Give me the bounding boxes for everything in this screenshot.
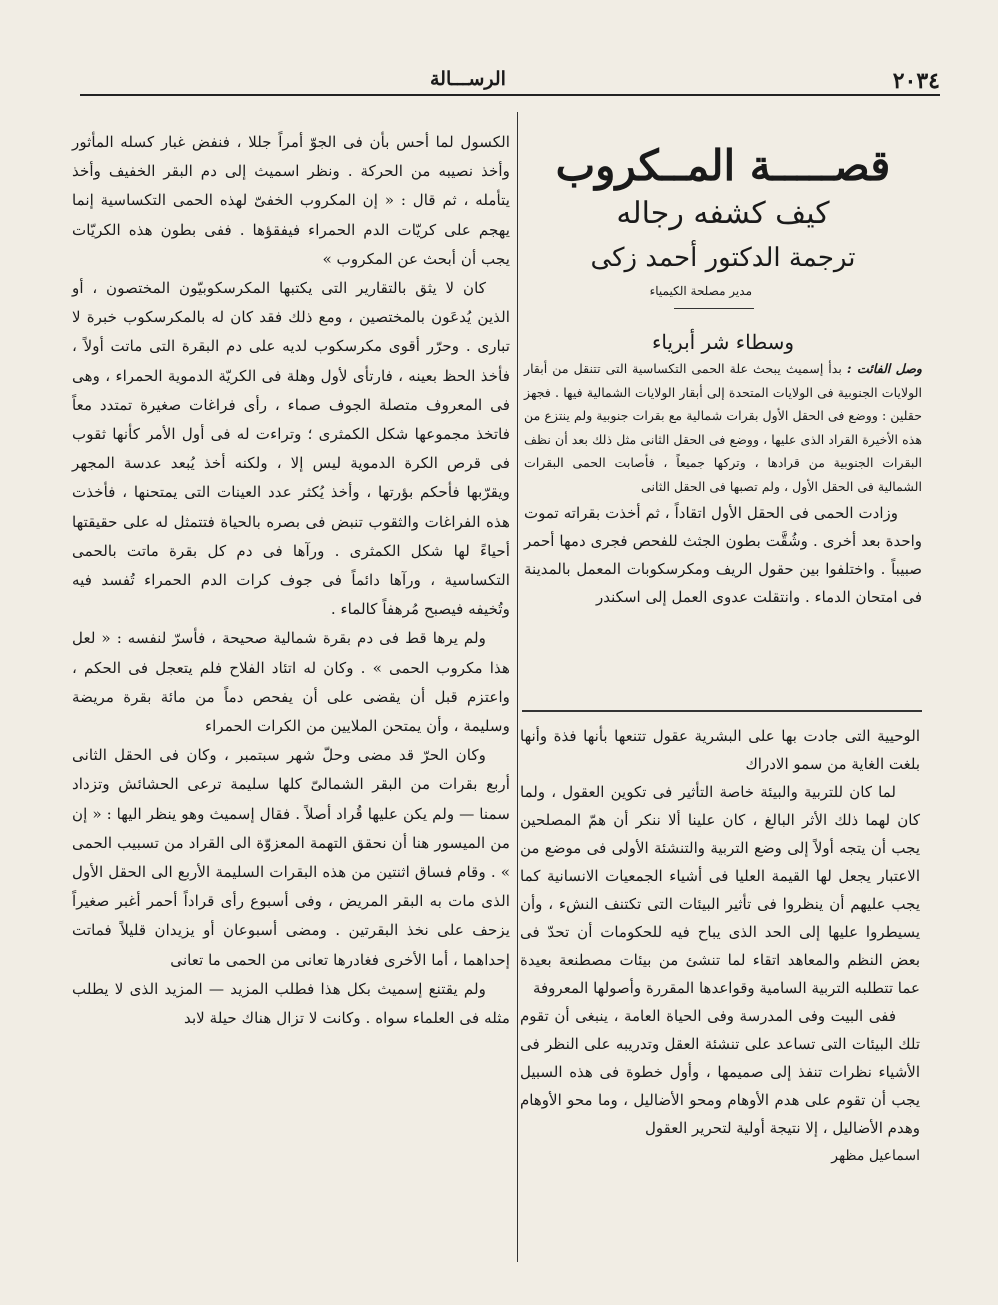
right-paragraph: وزادت الحمى فى الحقل الأول اتقاداً ، ثم أخذت بقراته تموت واحدة بعد أخرى . وشُقَّت بطون الجثث للفحص فجرى دمها أحمر صبيباً . واختلفوا بين حقول الريف ومكرسكوبات المعمل بالمدينة فى امتحان الدماء . وانتقلت عدوى العمل إلى اسكندر [524, 503, 922, 606]
summary-label: وصل الفائت : [846, 361, 922, 376]
essay-paragraph-3: ففى البيت وفى المدرسة وفى الحياة العامة ، ينبغى أن تقوم تلك البيئات التى تساعد على تنشئة العقل وتدريبه على النظر فى الأشياء نظرات تنفذ إلى صميمها ، وأول خطوة فى هذه السبيل يجب أن تقوم على هدم الأوهام ومحو الأضاليل ، وما محو الأوهام وهدم الأضاليل ، إلا نتيجة أولية لتحرير العقول [520, 1007, 920, 1137]
previous-summary [524, 357, 922, 499]
article-separator [522, 710, 922, 712]
left-paragraph-2: كان لا يثق بالتقارير التى يكتبها المكرسكوبيّون المختصون ، أو الذين يُدعَون بالمختصين ، ومع ذلك فقد كان له بالمكرسكوب خبرة لا تبارى . وحرّر أقوى مكرسكوب لديه على دم البقرة التى ماتت أولاً ، فأخذ الحظ بعينه ، فارتأى لأول وهلة فى الكريّة الدموية الحمراء ، وهى فى المعروف متصلة الجوف صماء ، رأى فراغات صغيرة تمتدد معاً فاتخذ مجموعها شكل الكمثرى ؛ وتراءت له فى أول الأمر كأنها ثقوب فى قرص الكرة الدموية ليس إلا ، ولكنه أخذ يُبعد عدسة المجهر ويقرّبها فأحكم بؤرتها ، وأخذ يُكثر عدد العينات التى يمتحنها ، فأخذت هذه الفراغات والثقوب تنبض فى بصره بالحياة فتتمثل له على حقيقتها أحياءً لها شكل الكمثرى . ورآها فى دم كل بقرة ماتت بالحمى التكساسية ، ورآها دائماً فى جوف كرات الدم الحمراء تُفسد فيه وتُخيفه فيصبح مُرهفاً كالماء . [72, 279, 510, 619]
translator-byline: ترجمة الدكتور أحمد زكى [590, 243, 856, 273]
left-paragraph-1: الكسول لما أحس بأن فى الجوّ أمراً جللا ، فنفض غبار كسله المأثور وأخذ نصيبه من الحركة . ونظر اسميث إلى دم البقر الخفيف وأخذ يتأمله ، ثم قال : « إن المكروب الخفىّ لهذه الحمى التكساسية إنما يهجم على كريّات الدم الحمراء فيفقؤها . ففى بطون هذه الكريّات يجب أن أبحث عن المكروب » [72, 133, 510, 268]
essay-paragraph-2: لما كان للتربية والبيئة خاصة التأثير فى تكوين العقول ، ولما كان لهما ذلك الأثر البالغ ، كان علينا ألا ننكر أن همّ المصلحين يجب أن يتجه أولاً إلى وضع التربية والتنشئة الأولى فى موضع من الاعتبار يجعل لها القيمة العليا فى أشياء الجمعيات الانسانية كما يجب عليهم أن ينظروا فى تأثير البيئات التى تكتنف النشء ، وأن يسيطروا عليها إلى الحد الذى يباح فيه للحكومات أن تحدّ فى بعض النظم والمعاهد اتقاء لما تنشئ من بيئات مصطنعة بعيدة عما تتطلبه التربية السامية وقواعدها المقررة وأصولها المعروفة [520, 783, 920, 997]
column-divider [517, 112, 518, 1262]
magazine-title: الرســـالة [430, 68, 506, 90]
short-divider [674, 308, 754, 309]
article-subtitle: كيف كشفه رجاله [616, 196, 830, 231]
article-title: قصـــــة المــكروب [555, 141, 891, 190]
page-header [80, 62, 940, 96]
page-number: ٢٠٣٤ [892, 68, 940, 94]
translator-role: مدير مصلحة الكيمياء [649, 284, 752, 298]
left-paragraph-5: ولم يقتنع إسميث بكل هذا فطلب المزيد — المزيد الذى لا يطلب مثله فى العلماء سواه . وكانت لا تزال هناك حيلة لابد [72, 979, 510, 1028]
section-title: وسطاء شر أبرياء [651, 330, 795, 354]
header-rule [80, 94, 940, 96]
essay-paragraph-1: الوحيية التى جادت بها على البشرية عقول تتنعها بأنها فذة وأنها بلغت الغاية من سمو الادراك [520, 727, 920, 773]
essay-column [520, 722, 920, 1252]
summary-text: بدأ إسميث يبحث علة الحمى التكساسية التى تتنقل من أبقار الولايات الجنوبية فى الولايات المتحدة إلى أبقار الولايات الشمالية فيها . فجهز حقلين : ووضع فى الحقل الأول بقرات شمالية مع بقرات جنوبية ولم ينتزع من هذه الأخيرة القراد الذى عليها ، ووضع فى الحقل الثانى مثل ذلك بعد أن نظف البقرات الجنوبية من قرادها ، وتركها جميعاً ، فأصابت الحمى البقرات الشمالية فى الحقل الأول ، ولم تصبها فى الحقل الثانى [524, 361, 922, 494]
left-column [72, 128, 510, 1246]
article-header-column [524, 140, 922, 690]
author-signature: اسماعيل مظهر [831, 1148, 920, 1164]
left-paragraph-3: ولم يرها قط فى دم بقرة شمالية صحيحة ، فأسرّ لنفسه : « لعل هذا مكروب الحمى » . وكان له اتئاد الفلاح فلم يتعجل فى الحكم ، واعتزم قبل أن يقضى على أن يفحص دماً من مائة بقرة مريضة وسليمة ، وأن يمتحن الملايين من الكرات الحمراء [72, 629, 510, 736]
left-paragraph-4: وكان الحرّ قد مضى وحلّ شهر سبتمبر ، وكان فى الحقل الثانى أربع بقرات من البقر الشمالىّ كلها سليمة ترعى الحشائش وتزداد سمنا — ولم يكن عليها قُراد أصلاً . فقال إسميث وهو ينظر اليها : « إن من الميسور هنا أن نحقق التهمة المعزوّة الى القراد من تسبيب الحمى » . وقام فساق اثنتين من هذه البقرات السليمة الأربع الى الحقل الأول الذى مات به البقر المريض ، وفى أسبوع رأى قراداً أحمر أغبر صغيراً يزحف على نخذ البقرتين . ومضى أسبوعان أو يزيدان قليلاً فماتت إحداهما ، أما الأخرى فغادرها تعانى من الحمى ما تعانى [72, 746, 510, 969]
